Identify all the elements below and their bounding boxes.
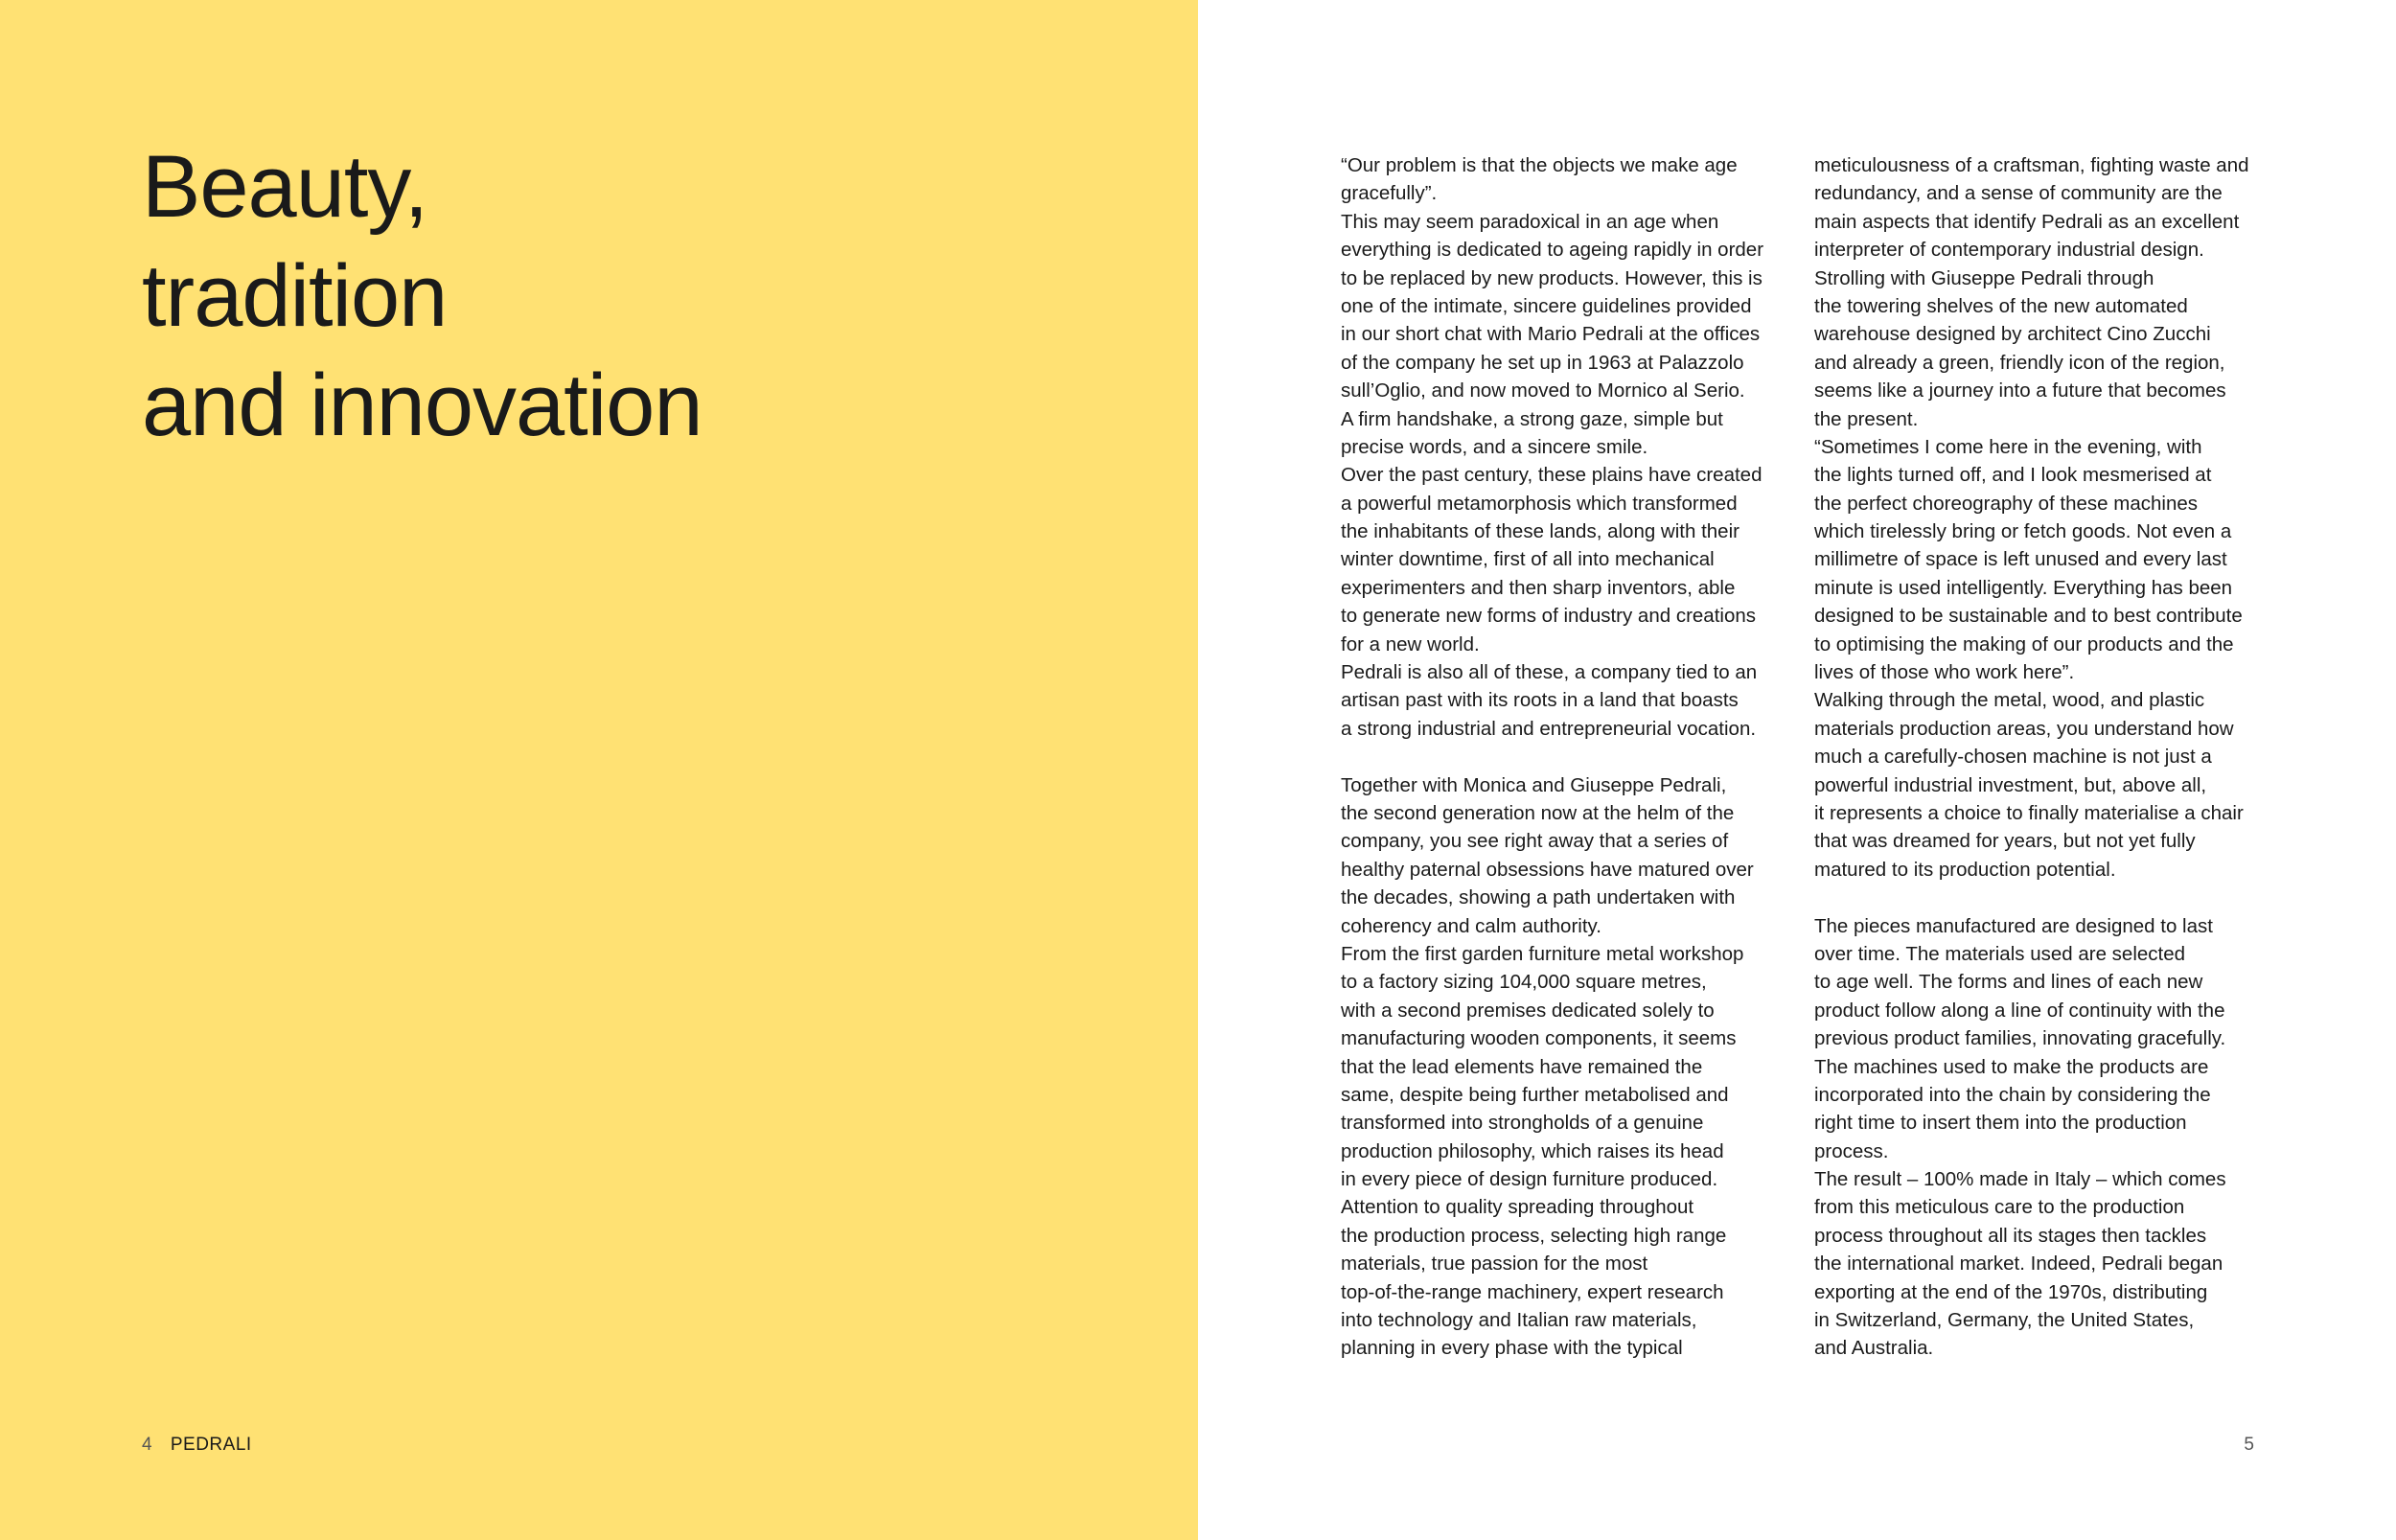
text-line: manufacturing wooden components, it seems [1341,1027,1737,1050]
text-line: redundancy, and a sense of community are the [1814,182,2223,205]
text-line: Attention to quality spreading throughout [1341,1196,1694,1219]
text-line: which tirelessly bring or fetch goods. Not even a [1814,520,2232,543]
text-line: production philosophy, which raises its head [1341,1139,1724,1162]
text-line: matured to its production potential. [1814,858,2116,881]
text-line: the production process, selecting high range [1341,1224,1727,1247]
brand-name: PEDRALI [170,1435,252,1455]
text-line: A firm handshake, a strong gaze, simple but [1341,407,1723,430]
text-line: with a second premises dedicated solely to [1341,999,1715,1022]
text-line: designed to be sustainable and to best contribute [1814,605,2243,628]
text-line: materials, true passion for the most [1341,1253,1648,1276]
text-line: same, despite being further metabolised and [1341,1083,1729,1106]
text-line: the international market. Indeed, Pedrali began [1814,1253,2223,1276]
text-line: winter downtime, first of all into mechanical [1341,548,1715,571]
text-line: coherency and calm authority. [1341,914,1601,937]
text-line: to a factory sizing 104,000 square metres, [1341,971,1707,994]
text-line: that was dreamed for years, but not yet fully [1814,830,2196,853]
text-line: much a carefully-chosen machine is not just a [1814,746,2212,769]
left-page-number: 4 [142,1435,152,1455]
text-line: the towering shelves of the new automated [1814,294,2188,317]
text-line: gracefully”. [1341,182,1438,205]
left-folio [142,1434,252,1457]
text-line: lives of those who work here”. [1814,661,2075,684]
text-line: and already a green, friendly icon of the region, [1814,351,2225,374]
text-line: seems like a journey into a future that becomes [1814,379,2226,402]
text-line: “Sometimes I come here in the evening, with [1814,435,2202,458]
text-line: process throughout all its stages then tackles [1814,1224,2207,1247]
text-line: to optimising the making of our products and the [1814,632,2234,655]
right-page-number: 5 [2244,1435,2254,1455]
text-line: sull’Oglio, and now moved to Mornico al Serio. [1341,379,1745,402]
text-line: Over the past century, these plains have created [1341,464,1762,487]
title-line-3: and innovation [142,356,703,454]
text-line: for a new world. [1341,632,1480,655]
text-line: the second generation now at the helm of the [1341,801,1735,824]
text-column-2 [1814,151,2265,1363]
text-line: planning in every phase with the typical [1341,1337,1683,1360]
text-line: that the lead elements have remained the [1341,1055,1703,1078]
text-line: to be replaced by new products. However, this is [1341,266,1762,289]
title-line-2: tradition [142,247,448,345]
text-line: Strolling with Giuseppe Pedrali through [1814,266,2154,289]
text-line [1814,884,2265,911]
text-line: warehouse designed by architect Cino Zucchi [1814,323,2211,346]
text-line: powerful industrial investment, but, above all, [1814,773,2207,796]
text-line: right time to insert them into the production [1814,1112,2187,1135]
text-line: interpreter of contemporary industrial design. [1814,239,2204,262]
text-line: artisan past with its roots in a land that boasts [1341,689,1739,712]
text-line: minute is used intelligently. Everything has been [1814,576,2233,599]
text-line: in our short chat with Mario Pedrali at the offices [1341,323,1761,346]
text-line: to age well. The forms and lines of each new [1814,971,2203,994]
text-line: of the company he set up in 1963 at Palazzolo [1341,351,1744,374]
text-line: the perfect choreography of these machines [1814,492,2198,515]
text-line: in every piece of design furniture produced. [1341,1168,1718,1191]
text-line: The pieces manufactured are designed to last [1814,914,2213,937]
text-line: Pedrali is also all of these, a company tied to an [1341,661,1758,684]
text-line: The result – 100% made in Italy – which comes [1814,1168,2226,1191]
text-line: previous product families, innovating gracefully. [1814,1027,2226,1050]
text-line: process. [1814,1139,1889,1162]
text-column-1 [1341,151,1791,1363]
text-line: the present. [1814,407,1919,430]
page-title [142,132,703,460]
text-line: it represents a choice to finally materialise a chair [1814,801,2244,824]
text-line: a powerful metamorphosis which transformed [1341,492,1738,515]
text-line: This may seem paradoxical in an age when [1341,210,1719,233]
text-line: the inhabitants of these lands, along with their [1341,520,1739,543]
text-line: product follow along a line of continuity with the [1814,999,2225,1022]
text-line: top-of-the-range machinery, expert research [1341,1280,1724,1303]
text-line [1341,743,1791,770]
text-line: The machines used to make the products are [1814,1055,2209,1078]
text-line: one of the intimate, sincere guidelines provided [1341,294,1752,317]
text-line: to generate new forms of industry and creations [1341,605,1757,628]
text-line: Together with Monica and Giuseppe Pedrali, [1341,773,1727,796]
text-line: exporting at the end of the 1970s, distributing [1814,1280,2208,1303]
text-line: the decades, showing a path undertaken with [1341,886,1736,909]
text-line: “Our problem is that the objects we make age [1341,154,1738,176]
text-line: from this meticulous care to the production [1814,1196,2185,1219]
text-line: incorporated into the chain by considering the [1814,1083,2211,1106]
text-line: Walking through the metal, wood, and plastic [1814,689,2205,712]
text-line: the lights turned off, and I look mesmerised at [1814,464,2212,487]
text-line: over time. The materials used are selected [1814,942,2186,965]
text-line: company, you see right away that a series of [1341,830,1729,853]
text-line: a strong industrial and entrepreneurial vocation. [1341,717,1757,740]
text-line: everything is dedicated to ageing rapidly in order [1341,239,1764,262]
text-line: and Australia. [1814,1337,1934,1360]
text-line: in Switzerland, Germany, the United States, [1814,1309,2195,1332]
text-line: From the first garden furniture metal workshop [1341,942,1744,965]
text-line: materials production areas, you understand how [1814,717,2234,740]
text-line: experimenters and then sharp inventors, able [1341,576,1736,599]
text-line: millimetre of space is left unused and every last [1814,548,2227,571]
text-line: precise words, and a sincere smile. [1341,435,1648,458]
text-line: meticulousness of a craftsman, fighting waste and [1814,154,2249,176]
title-line-1: Beauty, [142,138,428,236]
text-line: healthy paternal obsessions have matured over [1341,858,1754,881]
text-line: into technology and Italian raw materials, [1341,1309,1697,1332]
text-line: transformed into strongholds of a genuine [1341,1112,1704,1135]
text-line: main aspects that identify Pedrali as an excellent [1814,210,2240,233]
